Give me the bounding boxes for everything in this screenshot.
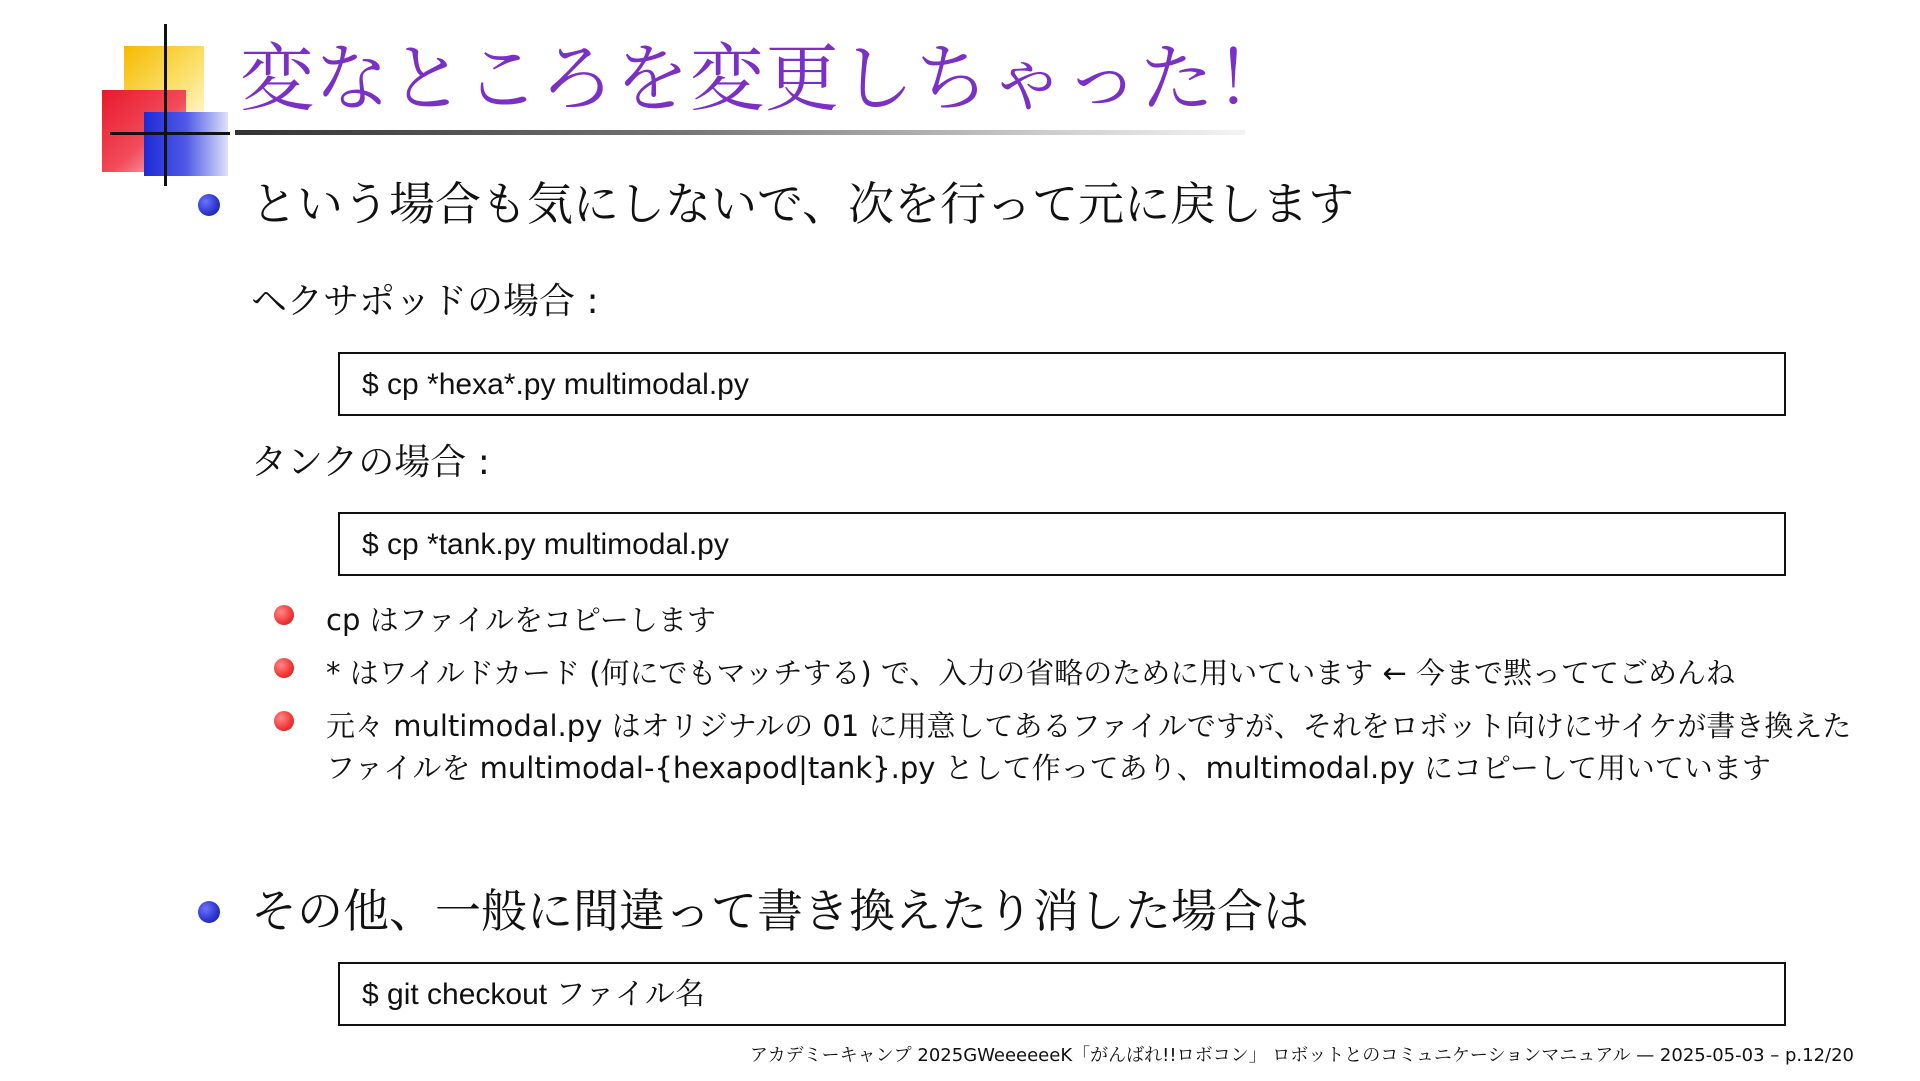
note-1-bullet-icon (274, 605, 294, 625)
main-bullet-1-text: という場合も気にしないで、次を行って元に戻します (251, 177, 1355, 231)
note-1-text: cp はファイルをコピーします (326, 603, 716, 637)
logo-blue-square (144, 112, 228, 176)
note-3-text-line-1: 元々 multimodal.py はオリジナルの 01 に用意してあるファイルですが、それをロボット向けにサイケが書き換えた (326, 709, 1852, 743)
main-bullet-2-text: その他、一般に間違って書き換えたり消した場合は (251, 884, 1309, 938)
note-3-text-line-2: ファイルを multimodal-{hexapod|tank}.py として作ってあり、multimodal.py にコピーして用いています (326, 751, 1771, 785)
logo-horizontal-line (110, 132, 230, 135)
slide-footer: アカデミーキャンプ 2025GWeeeeeeK「がんばれ!!ロボコン」 ロボットとのコミュニケーションマニュアル — 2025-05-03 – p.12/20 (749, 1045, 1854, 1066)
tank-command: $ cp *tank.py multimodal.py (362, 528, 729, 561)
hexapod-command: $ cp *hexa*.py multimodal.py (362, 368, 749, 401)
tank-code-box (338, 512, 1786, 576)
hexapod-label: ヘクサポッドの場合 : (251, 281, 599, 322)
note-2-text: * はワイルドカード (何にでもマッチする) で、入力の省略のために用いています ← 今まで黙っててごめんね (326, 656, 1736, 690)
main-bullet-1-icon (198, 194, 220, 216)
git-checkout-code-box (338, 962, 1786, 1026)
logo-vertical-line (164, 24, 167, 186)
note-3-bullet-icon (274, 711, 294, 731)
hexapod-code-box (338, 352, 1786, 416)
tank-label: タンクの場合 : (251, 442, 490, 483)
beamer-logo-decoration (100, 24, 240, 186)
main-bullet-2-icon (198, 901, 220, 923)
note-2-bullet-icon (274, 658, 294, 678)
slide-title: 変なところを変更しちゃった！ (240, 36, 1290, 122)
title-underline (235, 130, 1245, 135)
git-checkout-command: $ git checkout ファイル名 (362, 978, 705, 1011)
